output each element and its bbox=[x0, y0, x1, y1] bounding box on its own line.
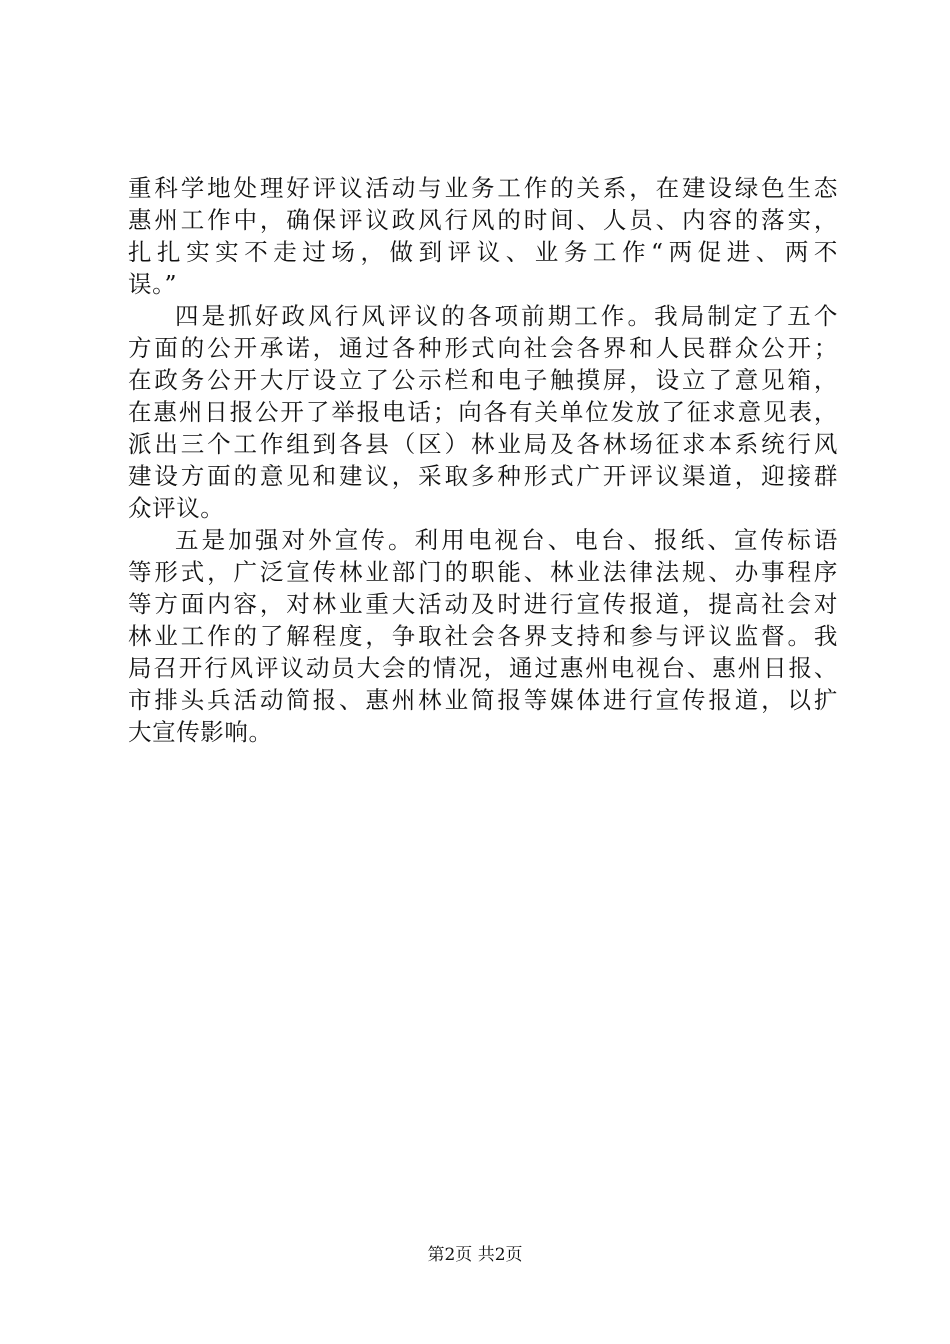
text-line: 市排头兵活动简报、惠州林业简报等媒体进行宣传报道，以扩 bbox=[128, 686, 838, 714]
text-line: 派出三个工作组到各县（区）林业局及各林场征求本系统行风 bbox=[128, 430, 838, 458]
page-number-footer: 第2页 共2页 bbox=[427, 1245, 523, 1265]
text-line: 大宣传影响。 bbox=[128, 718, 273, 746]
text-line: 等方面内容，对林业重大活动及时进行宣传报道，提高社会对 bbox=[128, 590, 838, 618]
text-line: 众评议。 bbox=[128, 494, 225, 522]
paragraph-start-line: 四是抓好政风行风评议的各项前期工作。我局制定了五个 bbox=[175, 302, 838, 330]
text-line: 扎扎实实不走过场，做到评议、业务工作“两促进、两不 bbox=[128, 238, 838, 266]
text-line: 误。” bbox=[128, 270, 178, 298]
text-line: 等形式，广泛宣传林业部门的职能、林业法律法规、办事程序 bbox=[128, 558, 838, 586]
text-line: 建设方面的意见和建议，采取多种形式广开评议渠道，迎接群 bbox=[128, 462, 838, 490]
text-line: 林业工作的了解程度，争取社会各界支持和参与评议监督。我 bbox=[128, 622, 838, 650]
text-line: 惠州工作中，确保评议政风行风的时间、人员、内容的落实， bbox=[128, 206, 838, 234]
text-line: 重科学地处理好评议活动与业务工作的关系，在建设绿色生态 bbox=[128, 174, 838, 202]
text-line: 方面的公开承诺，通过各种形式向社会各界和人民群众公开； bbox=[128, 334, 838, 362]
text-line: 局召开行风评议动员大会的情况，通过惠州电视台、惠州日报、 bbox=[128, 654, 838, 682]
text-line: 在惠州日报公开了举报电话；向各有关单位发放了征求意见表， bbox=[128, 398, 838, 426]
paragraph-start-line: 五是加强对外宣传。利用电视台、电台、报纸、宣传标语 bbox=[175, 526, 838, 554]
body-text bbox=[128, 172, 838, 748]
text-line: 在政务公开大厅设立了公示栏和电子触摸屏，设立了意见箱， bbox=[128, 366, 838, 394]
